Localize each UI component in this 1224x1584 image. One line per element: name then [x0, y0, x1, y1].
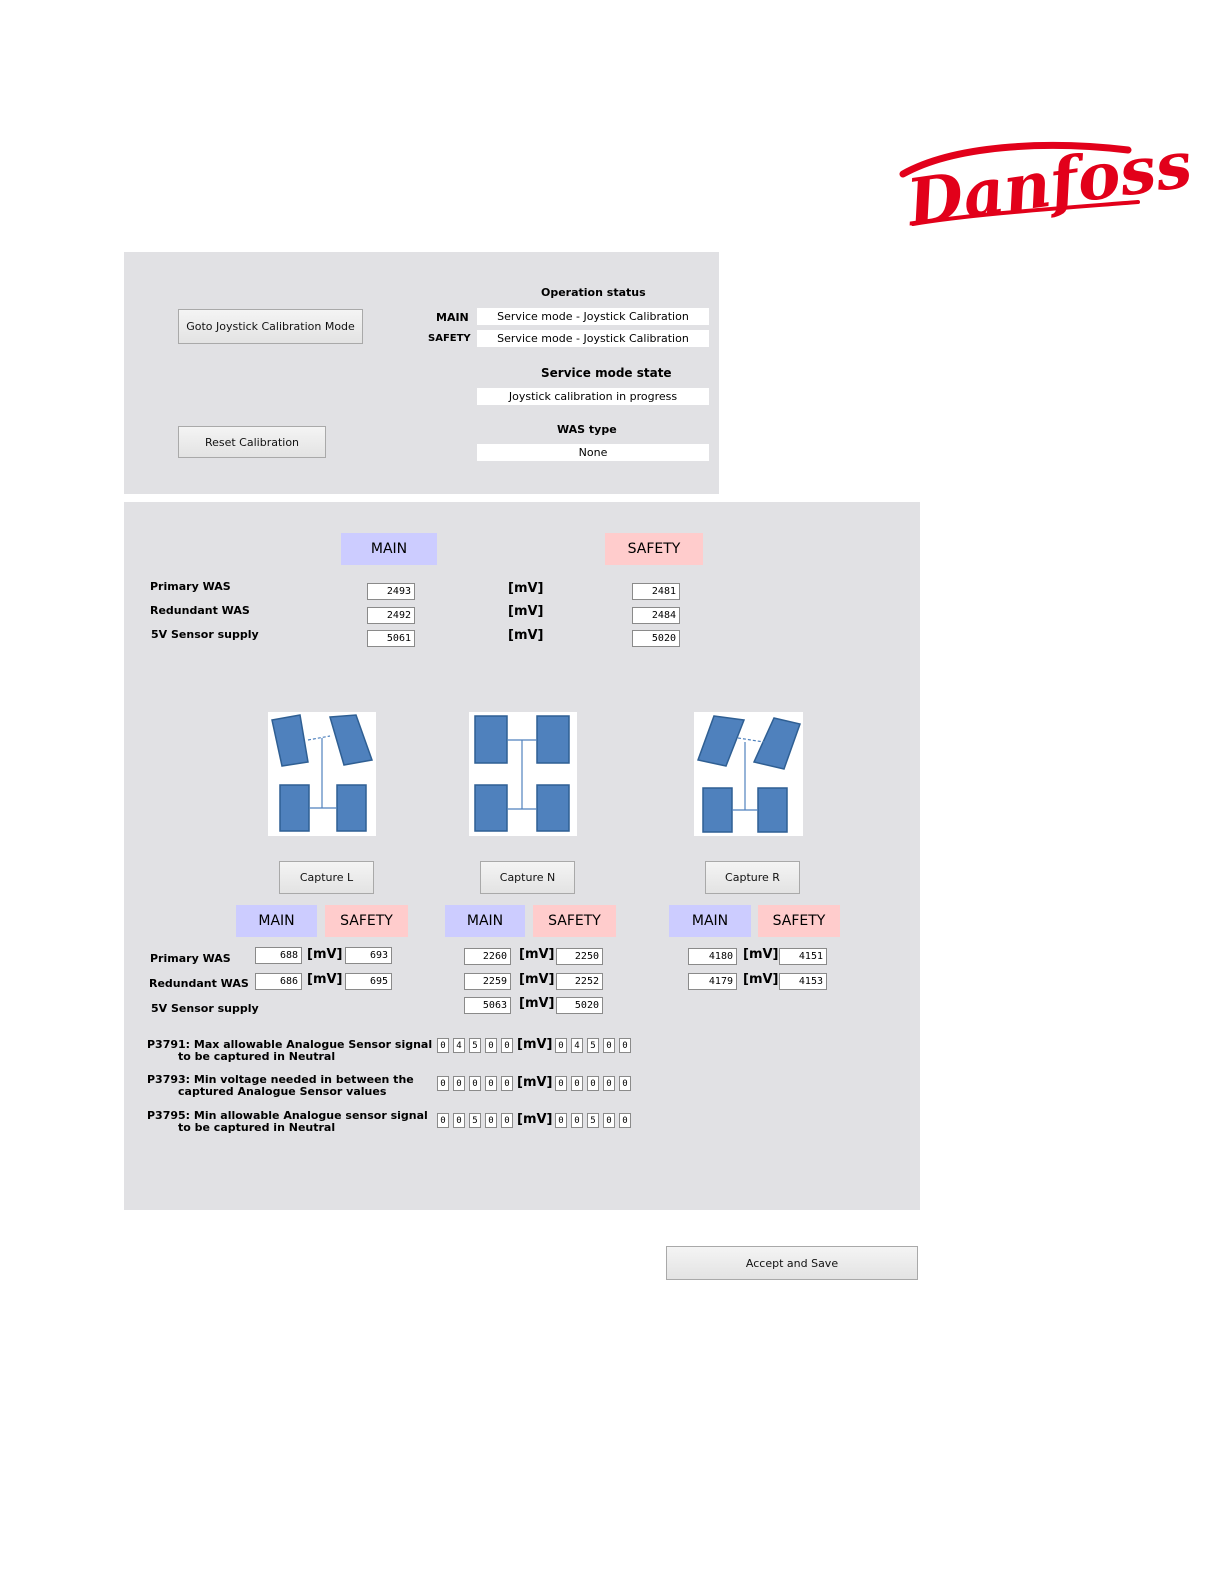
digit-cell[interactable]: 4 [453, 1038, 465, 1053]
param-p3793-main-digits[interactable] [437, 1076, 513, 1091]
capture-n-supply-main: 5063 [464, 997, 511, 1014]
digit-cell[interactable]: 5 [587, 1113, 599, 1128]
capture-r-button[interactable]: Capture R [705, 861, 800, 894]
capture-redundant-was-label: Redundant WAS [149, 977, 249, 990]
capture-l-main-tag: MAIN [236, 905, 317, 937]
digit-cell[interactable]: 0 [555, 1076, 567, 1091]
live-main-tag: MAIN [341, 533, 437, 565]
digit-cell[interactable]: 0 [603, 1076, 615, 1091]
calibration-panel [124, 502, 920, 1210]
live-sensor-supply-main: 5061 [367, 630, 415, 647]
capture-n-redundant-safety: 2252 [556, 973, 603, 990]
digit-cell[interactable]: 0 [587, 1076, 599, 1091]
param-p3795-label: P3795: Min allowable Analogue sensor signal to be captured in Neutral [147, 1109, 428, 1134]
param-p3791-label: P3791: Max allowable Analogue Sensor signal to be captured in Neutral [147, 1038, 433, 1063]
capture-n-primary-safety: 2250 [556, 948, 603, 965]
capture-r-primary-main: 4180 [688, 948, 737, 965]
live-safety-tag: SAFETY [605, 533, 703, 565]
digit-cell[interactable]: 0 [555, 1038, 567, 1053]
capture-r-main-tag: MAIN [669, 905, 751, 937]
wheels-right-turn-icon [694, 712, 803, 836]
unit-label: [mV] [307, 972, 343, 987]
unit-label: [mV] [517, 1112, 553, 1127]
capture-sensor-supply-label: 5V Sensor supply [151, 1002, 259, 1015]
digit-cell[interactable]: 0 [555, 1113, 567, 1128]
digit-cell[interactable]: 0 [603, 1113, 615, 1128]
unit-label: [mV] [307, 947, 343, 962]
capture-r-safety-tag: SAFETY [758, 905, 840, 937]
live-redundant-was-main: 2492 [367, 607, 415, 624]
capture-primary-was-label: Primary WAS [150, 952, 231, 965]
unit-label: [mV] [517, 1037, 553, 1052]
unit-label: [mV] [519, 947, 555, 962]
capture-n-primary-main: 2260 [464, 948, 511, 965]
service-mode-state-field: Joystick calibration in progress [477, 388, 709, 405]
unit-label: [mV] [508, 628, 544, 643]
param-p3791-safety-digits[interactable] [555, 1038, 631, 1053]
operation-status-title: Operation status [541, 286, 646, 299]
unit-label: [mV] [743, 947, 779, 962]
live-primary-was-label: Primary WAS [150, 580, 231, 593]
digit-cell[interactable]: 0 [501, 1038, 513, 1053]
main-status-label: MAIN [436, 311, 469, 324]
unit-label: [mV] [517, 1075, 553, 1090]
capture-n-main-tag: MAIN [445, 905, 525, 937]
main-status-field: Service mode - Joystick Calibration [477, 308, 709, 325]
reset-calibration-button[interactable]: Reset Calibration [178, 426, 326, 458]
live-sensor-supply-label: 5V Sensor supply [151, 628, 259, 641]
digit-cell[interactable]: 0 [571, 1113, 583, 1128]
was-type-title: WAS type [557, 423, 617, 436]
digit-cell[interactable]: 5 [469, 1113, 481, 1128]
digit-cell[interactable]: 0 [437, 1038, 449, 1053]
digit-cell[interactable]: 5 [469, 1038, 481, 1053]
param-p3795-main-digits[interactable] [437, 1113, 513, 1128]
capture-l-safety-tag: SAFETY [325, 905, 408, 937]
param-p3791-main-digits[interactable] [437, 1038, 513, 1053]
was-type-field: None [477, 444, 709, 461]
param-p3795-safety-digits[interactable] [555, 1113, 631, 1128]
digit-cell[interactable]: 0 [437, 1113, 449, 1128]
digit-cell[interactable]: 0 [603, 1038, 615, 1053]
param-p3793-safety-digits[interactable] [555, 1076, 631, 1091]
capture-n-button[interactable]: Capture N [480, 861, 575, 894]
status-panel [124, 252, 719, 494]
digit-cell[interactable]: 4 [571, 1038, 583, 1053]
digit-cell[interactable]: 0 [485, 1113, 497, 1128]
capture-n-redundant-main: 2259 [464, 973, 511, 990]
live-primary-was-main: 2493 [367, 583, 415, 600]
safety-status-label: SAFETY [428, 333, 471, 344]
capture-l-primary-main: 688 [255, 947, 302, 964]
live-primary-was-safety: 2481 [632, 583, 680, 600]
digit-cell[interactable]: 0 [619, 1113, 631, 1128]
digit-cell[interactable]: 0 [485, 1076, 497, 1091]
digit-cell[interactable]: 0 [485, 1038, 497, 1053]
safety-status-field: Service mode - Joystick Calibration [477, 330, 709, 347]
service-mode-state-title: Service mode state [541, 366, 672, 380]
capture-n-safety-tag: SAFETY [533, 905, 616, 937]
param-p3793-label: P3793: Min voltage needed in between the captured Analogue Sensor values [147, 1073, 414, 1098]
unit-label: [mV] [519, 996, 555, 1011]
digit-cell[interactable]: 0 [437, 1076, 449, 1091]
unit-label: [mV] [519, 972, 555, 987]
live-sensor-supply-safety: 5020 [632, 630, 680, 647]
capture-n-supply-safety: 5020 [556, 997, 603, 1014]
capture-l-primary-safety: 693 [345, 947, 392, 964]
digit-cell[interactable]: 5 [587, 1038, 599, 1053]
digit-cell[interactable]: 0 [619, 1076, 631, 1091]
live-redundant-was-label: Redundant WAS [150, 604, 250, 617]
digit-cell[interactable]: 0 [501, 1076, 513, 1091]
digit-cell[interactable]: 0 [619, 1038, 631, 1053]
capture-r-redundant-main: 4179 [688, 973, 737, 990]
digit-cell[interactable]: 0 [453, 1113, 465, 1128]
wheels-left-turn-icon [268, 712, 376, 836]
capture-l-redundant-safety: 695 [345, 973, 392, 990]
goto-joystick-calibration-button[interactable]: Goto Joystick Calibration Mode [178, 309, 363, 344]
capture-r-redundant-safety: 4153 [779, 973, 827, 990]
unit-label: [mV] [508, 581, 544, 596]
unit-label: [mV] [743, 972, 779, 987]
digit-cell[interactable]: 0 [453, 1076, 465, 1091]
unit-label: [mV] [508, 604, 544, 619]
live-redundant-was-safety: 2484 [632, 607, 680, 624]
digit-cell[interactable]: 0 [469, 1076, 481, 1091]
svg-text:Danfoss: Danfoss [902, 127, 1197, 242]
digit-cell[interactable]: 0 [501, 1113, 513, 1128]
capture-l-button[interactable]: Capture L [279, 861, 374, 894]
danfoss-logo [893, 127, 1197, 242]
accept-and-save-button[interactable]: Accept and Save [666, 1246, 918, 1280]
wheels-neutral-icon [469, 712, 577, 836]
digit-cell[interactable]: 0 [571, 1076, 583, 1091]
capture-r-primary-safety: 4151 [779, 948, 827, 965]
capture-l-redundant-main: 686 [255, 973, 302, 990]
